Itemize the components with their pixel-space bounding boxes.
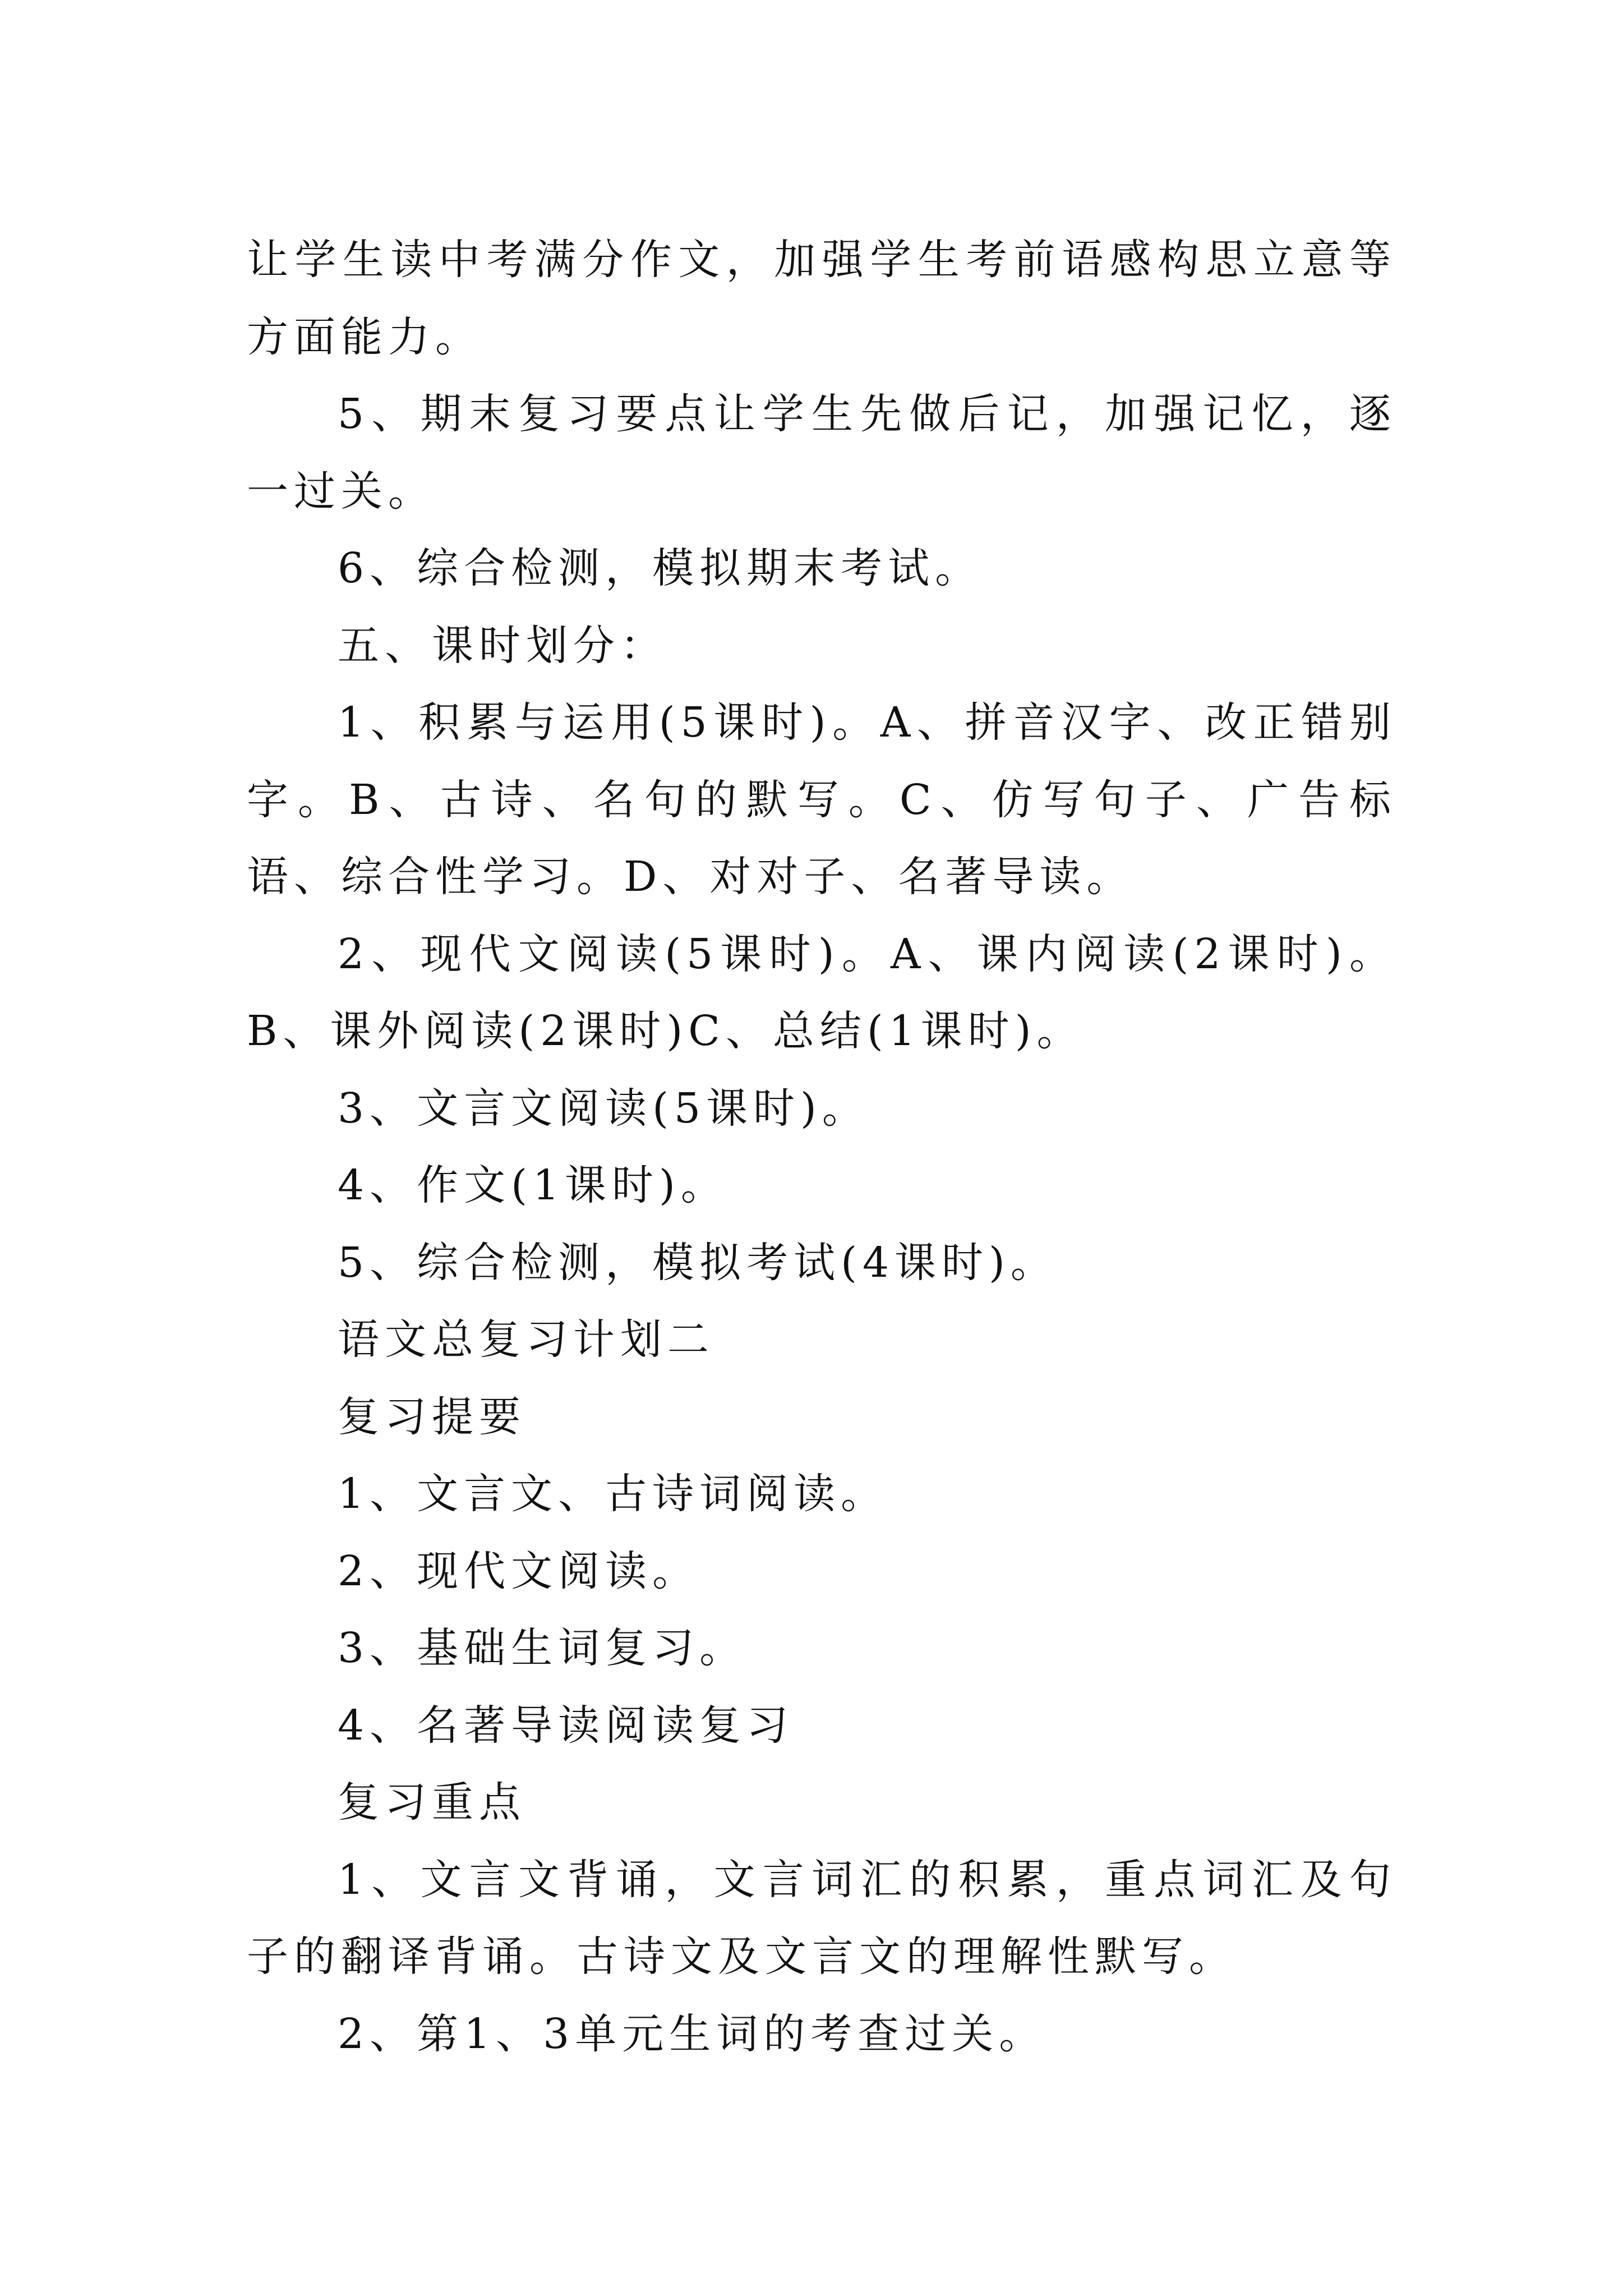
paragraph: 6、综合检测，模拟期末考试。 (338, 544, 983, 592)
list-item: 1、文言文、古诗词阅读。 (338, 1470, 888, 1518)
paragraph: 4、作文(1课时)。 (338, 1161, 728, 1209)
section-heading: 复习提要 (338, 1392, 526, 1441)
list-item: 2、现代文阅读。 (338, 1547, 700, 1595)
section-heading: 语文总复习计划二 (338, 1315, 714, 1364)
paragraph: 1、积累与运用(5课时)。A、拼音汉字、改正错别字。B、古诗、名句的默写。C、仿写句子、广告标语、综合性学习。D、对对子、名著导读。 (247, 698, 1396, 901)
section-heading: 复习重点 (338, 1778, 526, 1826)
list-item: 1、文言文背诵，文言词汇的积累，重点词汇及句子的翻译背诵。古诗文及文言文的理解性默写。 (247, 1855, 1396, 1981)
list-item: 2、第1、3单元生词的考查过关。 (338, 2009, 1046, 2058)
document-page (247, 222, 1396, 2073)
list-item: 3、基础生词复习。 (338, 1624, 747, 1672)
paragraph: 3、文言文阅读(5课时)。 (338, 1084, 869, 1133)
list-item: 4、名著导读阅读复习 (338, 1701, 794, 1750)
paragraph: 让学生读中考满分作文，加强学生考前语感构思立意等方面能力。 (247, 236, 1396, 361)
paragraph: 2、现代文阅读(5课时)。A、课内阅读(2课时)。B、课外阅读(2课时)C、总结(1课时)。 (247, 930, 1396, 1055)
section-heading: 五、课时划分： (338, 621, 667, 670)
paragraph: 5、期末复习要点让学生先做后记，加强记忆，逐一过关。 (247, 390, 1396, 516)
paragraph: 5、综合检测，模拟考试(4课时)。 (338, 1238, 1058, 1287)
